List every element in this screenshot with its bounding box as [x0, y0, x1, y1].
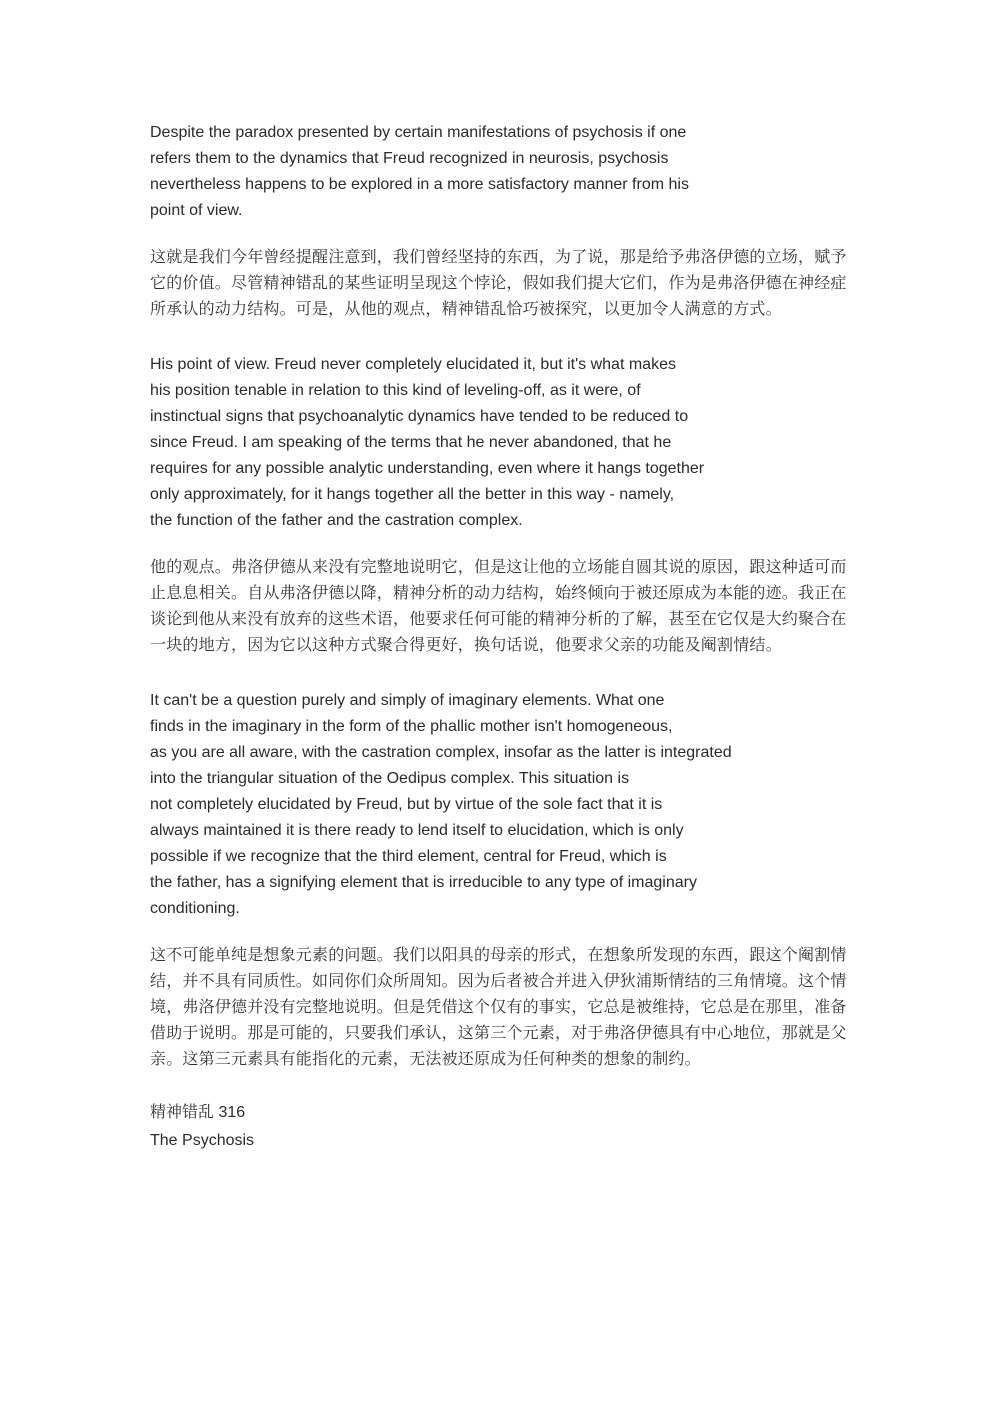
- footer-english-title: The Psychosis: [150, 1132, 255, 1149]
- english-paragraph-1: Despite the paradox presented by certain manifestations of psychosis if one refers them to the dynamics that Freud recognized in neurosis, psychosis nevertheless happens to be explored in a more satisfactory manner from his point of view.: [150, 124, 689, 219]
- chinese-paragraph-2: 他的观点。弗洛伊德从来没有完整地说明它，但是这让他的立场能自圆其说的原因，跟这种适可而止息息相关。自从弗洛伊德以降，精神分析的动力结构，始终倾向于被还原成为本能的迹。我正在谈论到他从来没有放弃的这些术语，他要求任何可能的精神分析的了解，甚至在它仅是大约聚合在一块的地方，因为它以这种方式聚合得更好，换句话说，他要求父亲的功能及阉割情结。: [150, 557, 847, 654]
- chinese-paragraph-1: 这就是我们今年曾经提醒注意到，我们曾经坚持的东西，为了说，那是给予弗洛伊德的立场，赋予它的价值。尽管精神错乱的某些证明呈现这个悖论，假如我们提大它们，作为是弗洛伊德在神经症所承认的动力结构。可是，从他的观点，精神错乱恰巧被探究，以更加令人满意的方式。: [150, 247, 847, 318]
- english-paragraph-3: It can't be a question purely and simply of imaginary elements. What one finds in the imaginary in the form of the phallic mother isn't homogeneous, as you are all aware, with the castration complex, insofar as the latter is integrated into the triangular situation of the Oedipus complex. This situation is not completely elucidated by Freud, but by virtue of the sole fact that it is always maintained it is there ready to lend itself to elucidation, which is only possible if we recognize that the third element, central for Freud, which is the father, has a signifying element that is irreducible to any type of imaginary conditioning.: [150, 692, 732, 917]
- page-number: 316: [218, 1104, 246, 1121]
- chinese-paragraph-3: 这不可能单纯是想象元素的问题。我们以阳具的母亲的形式，在想象所发现的东西，跟这个阉割情结，并不具有同质性。如同你们众所周知。因为后者被合并进入伊狄浦斯情结的三角情境。这个情境，弗洛伊德并没有完整地说明。但是凭借这个仅有的事实，它总是被维持，它总是在那里，准备借助于说明。那是可能的，只要我们承认，这第三个元素，对于弗洛伊德具有中心地位，那就是父亲。这第三元素具有能指化的元素，无法被还原成为任何种类的想象的制约。: [150, 945, 847, 1068]
- page-footer: [150, 1098, 850, 1155]
- english-paragraph-2: His point of view. Freud never completely elucidated it, but it's what makes his position tenable in relation to this kind of leveling-off, as it were, of instinctual signs that psychoanalytic dynamics have tended to be reduced to since Freud. I am speaking of the terms that he never abandoned, that he requires for any possible analytic understanding, even where it hangs together only approximately, for it hangs together all the better in this way - namely, the function of the father and the castration complex.: [150, 356, 705, 529]
- footer-title-line: [150, 1098, 850, 1127]
- footer-chinese-title: 精神错乱: [150, 1102, 215, 1121]
- text-column: [150, 120, 850, 1155]
